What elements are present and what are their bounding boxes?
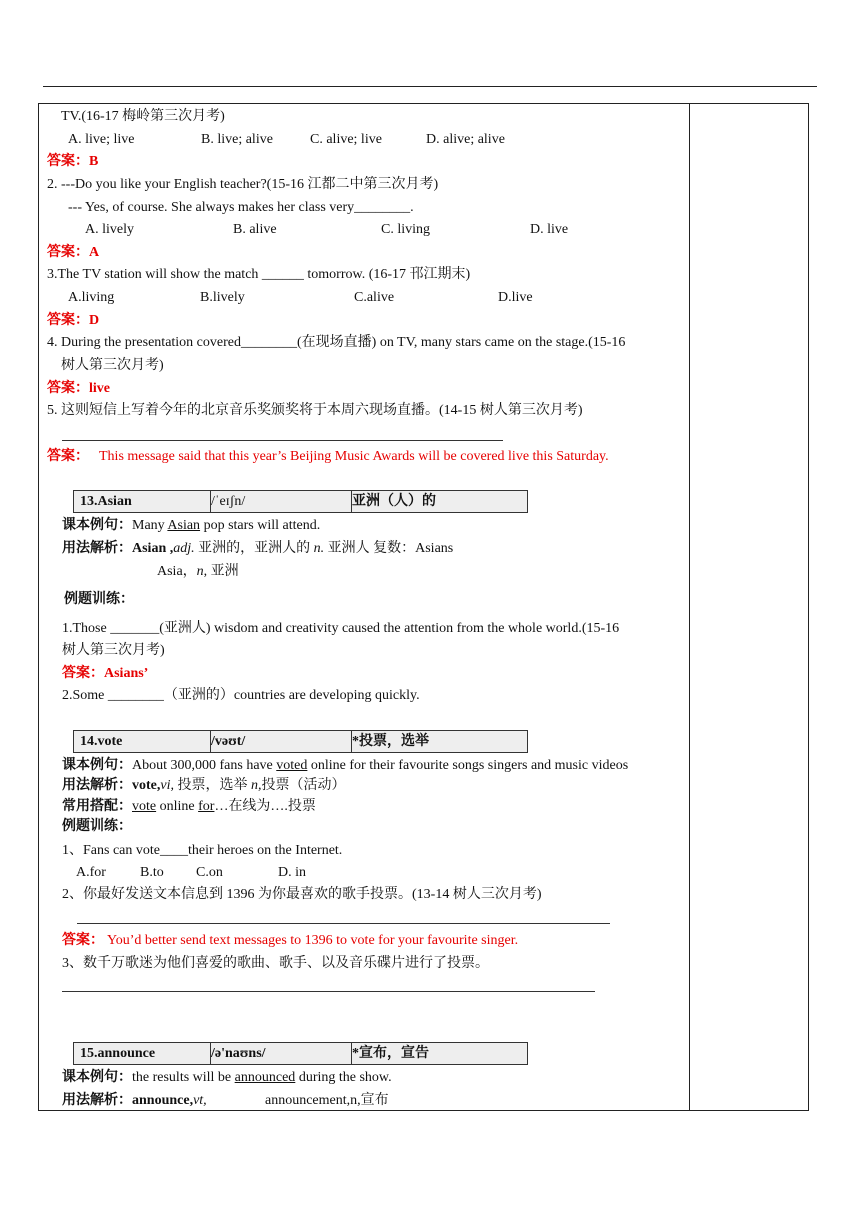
vote-ex2-answer-text: You’d better send text messages to 1396 to vote for your favourite singer. (107, 933, 519, 948)
announce-noun: announcement,n,宣布 (265, 1093, 389, 1108)
example-text-end: during the show. (295, 1070, 392, 1085)
vote-ex2-blank-line (77, 923, 610, 924)
asian-usage-row (62, 540, 453, 558)
q2-option-c: C. living (381, 222, 431, 237)
asian-ex1-source: 树人第三次月考) (62, 643, 165, 658)
q5-answer-label: 答案： (47, 449, 89, 464)
collocation-vote: vote (132, 799, 157, 814)
asian-exercise-heading: 例题训练： (64, 592, 134, 607)
vocab-word: 15.announce (74, 1043, 211, 1064)
example-text-end: pop stars will attend. (200, 518, 321, 533)
announce-example-row (62, 1069, 392, 1087)
usage-pos-noun: n, (251, 778, 262, 793)
usage-label: 用法解析： (62, 541, 132, 556)
example-label: 课本例句： (62, 758, 132, 773)
q3-answer: 答案：D (47, 313, 100, 328)
usage-word: announce, (132, 1093, 194, 1108)
vocab-phonetic (205, 1043, 352, 1064)
example-text: the results will be (132, 1070, 235, 1085)
collocation-label: 常用搭配： (62, 799, 132, 814)
example-text: About 300,000 fans have (132, 758, 277, 773)
q1-option-b: B. live; alive (201, 132, 273, 147)
vote-ex1: 1、Fans can vote____their heroes on the Internet. (62, 843, 343, 858)
q2-answer: 答案：A (47, 245, 100, 260)
vocab-word: 13.Asian (74, 491, 211, 512)
q2-option-b: B. alive (233, 222, 277, 237)
q1-answer: 答案：B (47, 154, 99, 169)
vote-ex2-answer-label: 答案： (62, 933, 104, 948)
usage-word: vote, (132, 778, 161, 793)
vote-example-row (62, 757, 628, 775)
example-text: Many (132, 518, 168, 533)
announce-usage-row (62, 1092, 207, 1110)
vote-ex1-option-b: B.to (140, 865, 164, 880)
vote-ex1-option-a: A.for (76, 865, 106, 880)
q5-answer-text: This message said that this year’s Beijing Music Awards will be covered live this Saturday. (99, 449, 609, 464)
q1-option-a: A. live; live (68, 132, 135, 147)
example-keyword: announced (234, 1070, 296, 1085)
q5-answer-blank-line (62, 440, 503, 441)
asia-row (157, 563, 239, 581)
asia-meaning: , 亚洲 (203, 564, 239, 579)
vote-ex3: 3、数千万歌迷为他们喜爱的歌曲、歌手、以及音乐碟片进行了投票。 (62, 956, 489, 971)
vocab-table-vote (73, 730, 528, 753)
vocab-phonetic: /ˈeɪʃn/ (205, 491, 352, 512)
example-keyword: Asian (167, 518, 201, 533)
usage-pos: vi, (160, 778, 174, 793)
usage-noun-meaning: 投票（活动） (261, 778, 346, 793)
vocab-phonetic (205, 731, 352, 752)
usage-label: 用法解析： (62, 778, 132, 793)
phonetic-text: /ə'naʊns/ (211, 1046, 266, 1061)
vocab-table-asian (73, 490, 528, 513)
usage-word: Asian , (132, 541, 174, 556)
page-header-rule (43, 86, 817, 87)
usage-pos: vt, (193, 1093, 207, 1108)
asian-example-row (62, 517, 320, 535)
q1-source: TV.(16-17 梅岭第三次月考) (61, 109, 225, 124)
q2-option-d: D. live (530, 222, 569, 237)
asia-pos: n (196, 564, 204, 579)
q2-reply: --- Yes, of course. She always makes her class very________. (68, 200, 414, 215)
q3-option-d: D.live (498, 290, 533, 305)
q3-option-a: A.living (68, 290, 115, 305)
vote-ex2: 2、你最好发送文本信息到 1396 为你最喜欢的歌手投票。(13-14 树人三次月考) (62, 887, 542, 902)
vocab-meaning: *宣布，宣告 (352, 1046, 429, 1061)
usage-pos-noun: n. (313, 541, 325, 556)
phonetic-text: /vəʊt/ (211, 734, 246, 749)
usage-noun-meaning: 亚洲人 复数：Asians (324, 541, 454, 556)
vocab-table-announce (73, 1042, 528, 1065)
asian-ex2: 2.Some ________（亚洲的）countries are developing quickly. (62, 688, 420, 703)
usage-label: 用法解析： (62, 1093, 132, 1108)
side-column-divider (689, 103, 690, 1111)
q4-question: 4. During the presentation covered________(在现场直播) on TV, many stars came on the stage.(15-16 (47, 335, 626, 350)
example-label: 课本例句： (62, 1070, 132, 1085)
vocab-meaning: 亚洲（人）的 (352, 494, 436, 509)
vote-exercise-heading: 例题训练： (62, 819, 132, 834)
collocation-online: online (156, 799, 199, 814)
usage-meaning: 投票，选举 (174, 778, 251, 793)
q5-question: 5. 这则短信上写着今年的北京音乐奖颁奖将于本周六现场直播。(14-15 树人第三次月考) (47, 403, 583, 418)
usage-meaning: 亚洲的，亚洲人的 (194, 541, 314, 556)
vote-collocation-row (62, 798, 316, 816)
vote-ex3-blank-line (62, 991, 595, 992)
vote-ex1-option-d: D. in (278, 865, 306, 880)
q3-question: 3.The TV station will show the match ______ tomorrow. (16-17 邗江期末) (47, 267, 471, 282)
example-label: 课本例句： (62, 518, 132, 533)
example-keyword: voted (276, 758, 308, 773)
q3-option-b: B.lively (200, 290, 245, 305)
vote-usage-row (62, 777, 346, 795)
vocab-word: 14.vote (74, 731, 211, 752)
collocation-for: for (198, 799, 215, 814)
q4-source: 树人第三次月考) (61, 358, 164, 373)
asia-word: Asia， (157, 564, 197, 579)
q3-option-c: C.alive (354, 290, 395, 305)
asian-ex1: 1.Those _______(亚洲人) wisdom and creativity caused the attention from the whole world.(15-16 (62, 621, 620, 636)
q4-answer: 答案：live (47, 381, 110, 396)
q2-question: 2. ---Do you like your English teacher?(15-16 江都二中第三次月考) (47, 177, 439, 192)
asian-ex1-answer: 答案：Asians’ (62, 666, 149, 681)
collocation-meaning: …在线为….投票 (214, 799, 316, 814)
example-text-end: online for their favourite songs singers and music videos (307, 758, 629, 773)
q1-option-c: C. alive; live (310, 132, 382, 147)
q1-option-d: D. alive; alive (426, 132, 505, 147)
vocab-meaning: *投票，选举 (352, 734, 429, 749)
vote-ex1-option-c: C.on (196, 865, 223, 880)
usage-pos: adj. (173, 541, 195, 556)
q2-option-a: A. lively (85, 222, 134, 237)
